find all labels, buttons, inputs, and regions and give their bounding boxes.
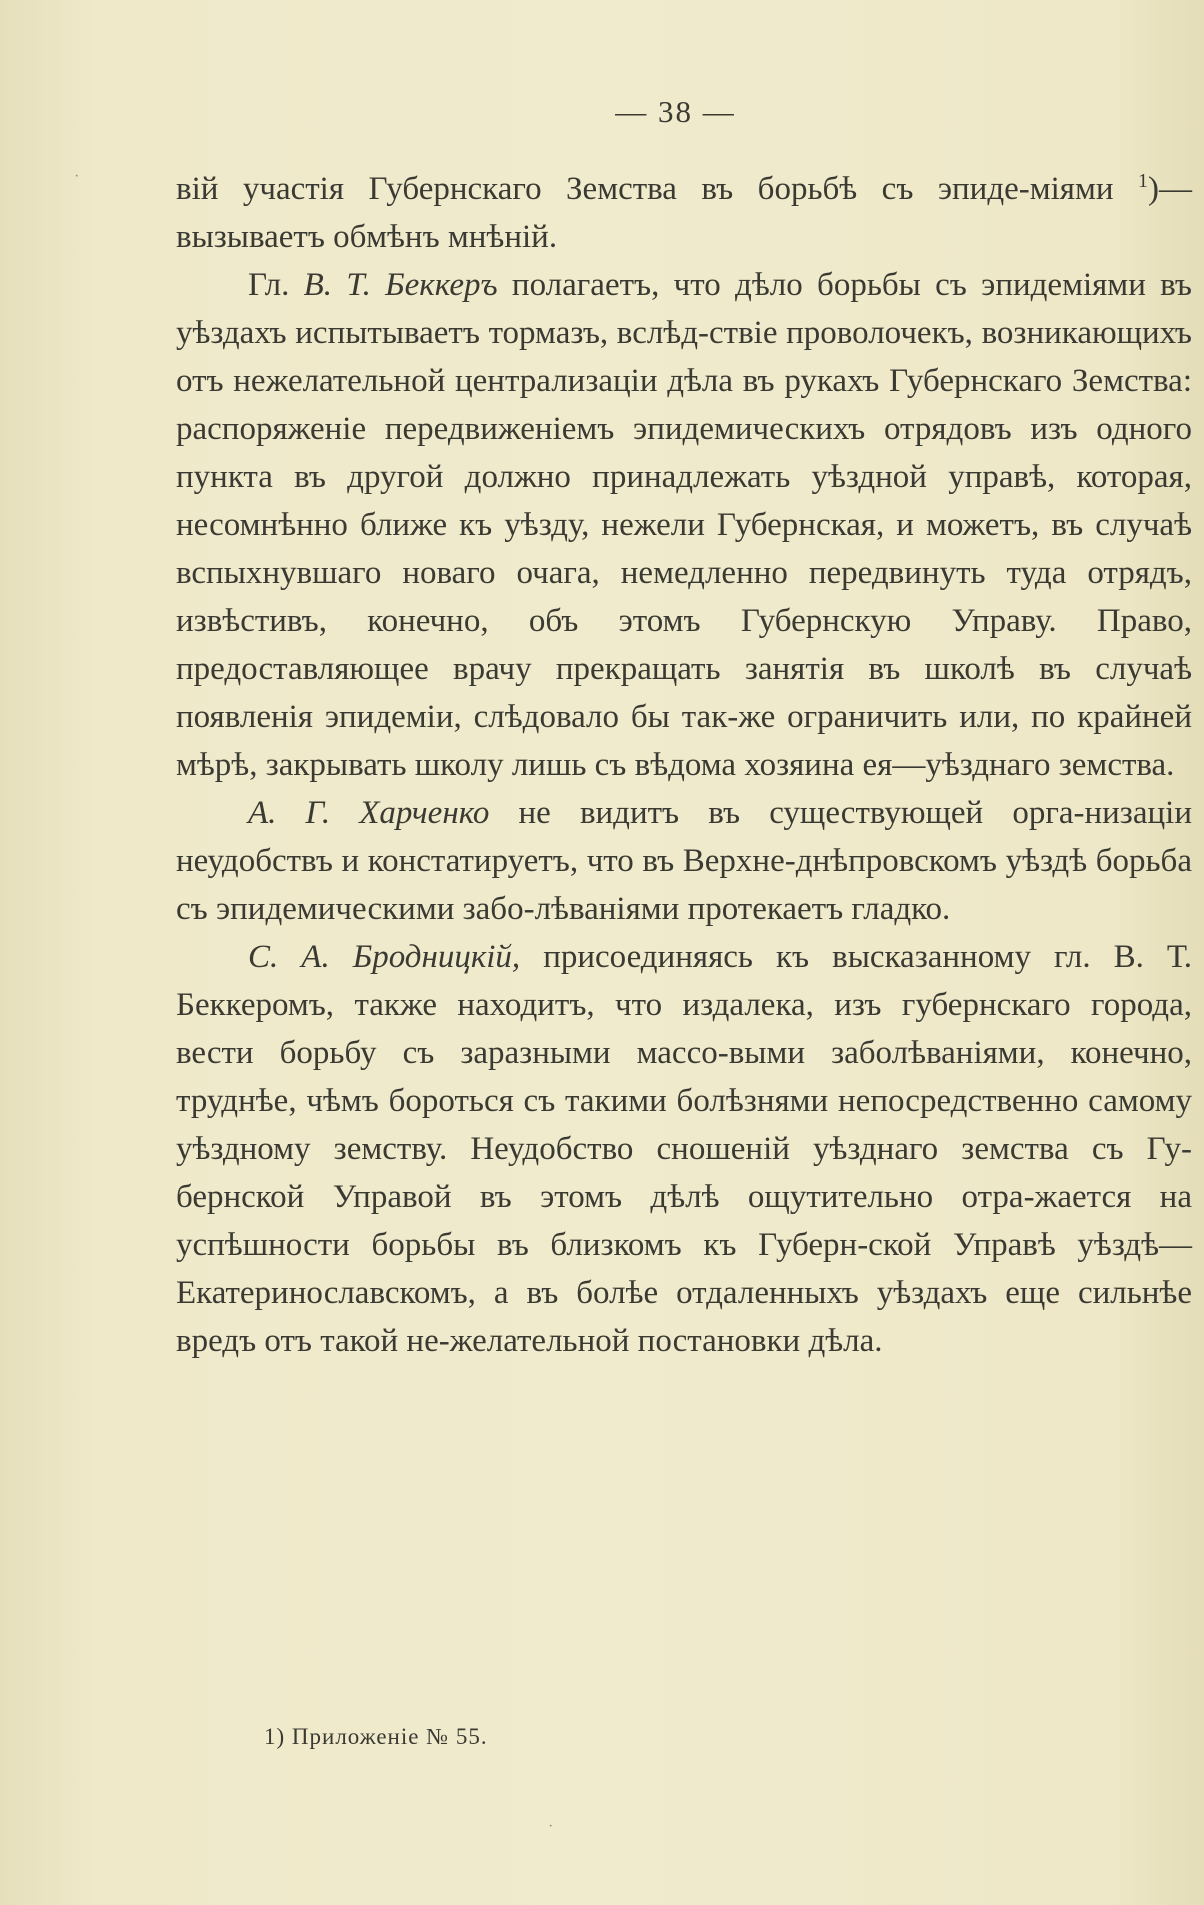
text-run: присоединяясь къ высказанному гл. В. Т. Беккеромъ, также находитъ, что издалека, изъ губернскаго города, вести борьбу съ заразными массо-выми заболѣваніями, конечно, труднѣе, чѣмъ бороться съ такими болѣзнями непосредственно самому уѣздному земству. Неудобство сношеній уѣзднаго земства съ Гу-бернской Управой въ этомъ дѣлѣ ощутительно отра-жается на успѣшности борьбы въ близкомъ къ Губерн-ской Управѣ уѣздѣ—Екатеринославскомъ, а въ болѣе отдаленныхъ уѣздахъ еще сильнѣе вредъ отъ такой не-желательной постановки дѣла. <box>176 939 1192 1359</box>
footnote: 1) Приложеніе № 55. <box>264 1724 488 1749</box>
speaker-name: А. Г. Харченко <box>248 795 490 831</box>
text-run: Гл. <box>248 267 304 303</box>
page-body <box>176 165 1192 1365</box>
paragraph <box>176 165 1192 261</box>
paragraph <box>176 789 1192 933</box>
speaker-name: В. Т. Беккеръ <box>303 267 498 303</box>
text-run: вій участія Губернскаго Земства въ борьбѣ съ эпиде-міями <box>176 171 1138 207</box>
paper-speck: · <box>74 168 80 185</box>
text-run: не видитъ въ существующей орга-низаціи неудобствъ и констатируетъ, что въ Верхне-днѣпровскомъ уѣздѣ борьба съ эпидемическими забо-лѣваніями протекаетъ гладко. <box>176 795 1192 927</box>
paragraph <box>176 933 1192 1365</box>
page-number: — 38 — <box>615 94 736 129</box>
footnote-reference: 1 <box>1138 170 1148 192</box>
text-run: полагаетъ, что дѣло борьбы съ эпидеміями въ уѣздахъ испытываетъ тормазъ, вслѣд-ствіе проволочекъ, возникающихъ отъ нежелательной централизаціи дѣла въ рукахъ Губернскаго Земства: распоряженіе передвиженіемъ эпидемическихъ отрядовъ изъ одного пункта въ другой должно принадлежать уѣздной управѣ, которая, несомнѣнно ближе къ уѣзду, нежели Губернская, и можетъ, въ случаѣ вспыхнувшаго новаго очага, немедленно передвинуть туда отрядъ, извѣстивъ, конечно, объ этомъ Губернскую Управу. Право, предоставляющее врачу прекращать занятія въ школѣ въ случаѣ появленія эпидеміи, слѣдовало бы так-же ограничить или, по крайней мѣрѣ, закрывать школу лишь съ вѣдома хозяина ея—уѣзднаго земства. <box>176 267 1192 783</box>
text-run: )—вызываетъ обмѣнъ мнѣній. <box>176 171 1192 255</box>
paragraph <box>176 261 1192 789</box>
paper-speck: · <box>548 1818 554 1835</box>
speaker-name: С. А. Бродницкій, <box>248 939 521 975</box>
